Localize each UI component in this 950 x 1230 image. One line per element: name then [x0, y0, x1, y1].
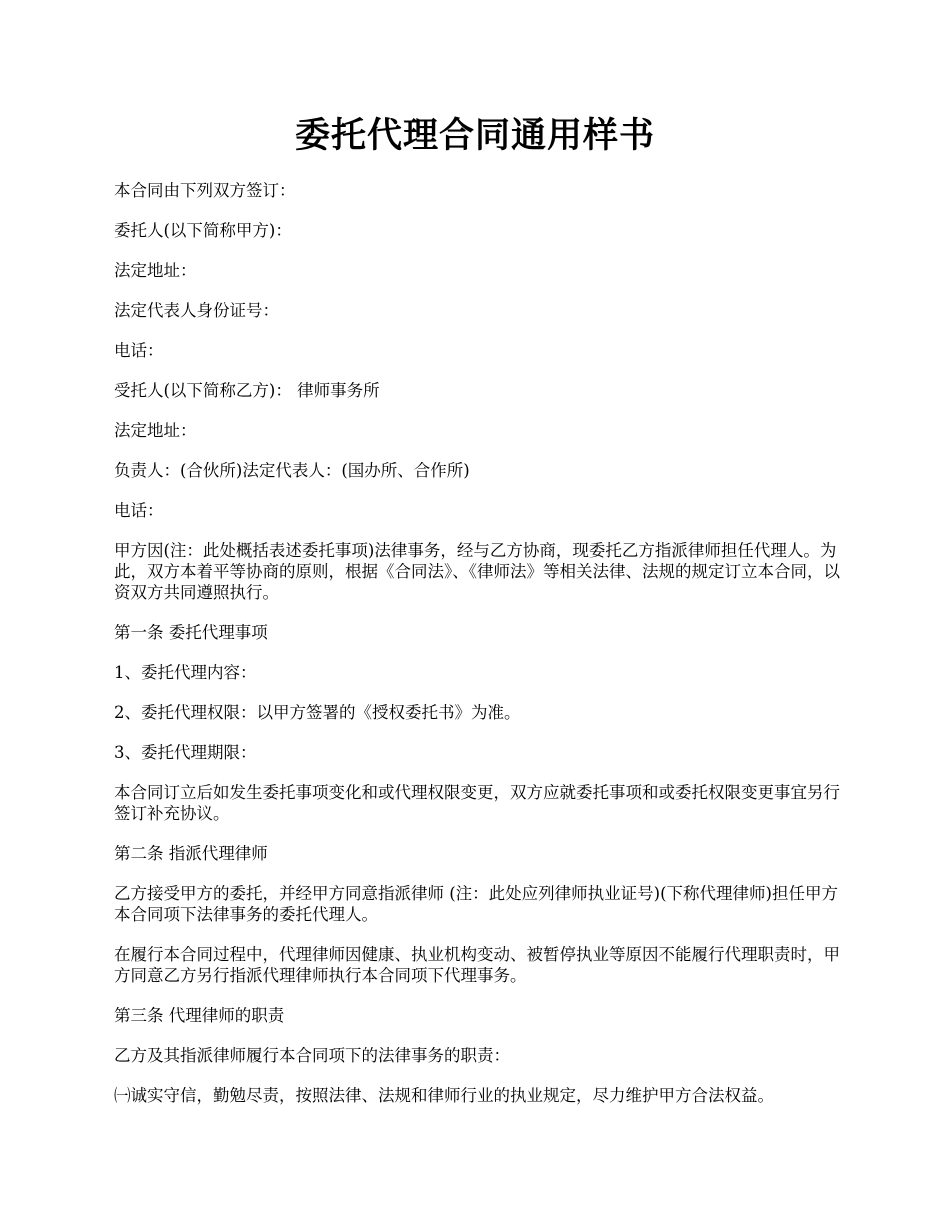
paragraph-agent: 受托人(以下简称乙方)： 律师事务所 [114, 381, 380, 400]
paragraph-agent-responsible: 负责人：(合伙所)法定代表人：(国办所、合作所) [114, 461, 470, 480]
section-heading-article-1: 第一条 委托代理事项 [114, 623, 268, 642]
paragraph-reassign-lawyer: 在履行本合同过程中，代理律师因健康、执业机构变动、被暂停执业等原因不能履行代理职责时，甲方同意乙方另行指派代理律师执行本合同项下代理事务。 [114, 945, 840, 985]
paragraph-item-2: 2、委托代理权限：以甲方签署的《授权委托书》为准。 [114, 703, 521, 722]
document-body [114, 180, 844, 1125]
section-heading-article-3: 第三条 代理律师的职责 [114, 1006, 285, 1025]
paragraph-supplement: 本合同订立后如发生委托事项变化和或代理权限变更，双方应就委托事项和或委托权限变更事宜另行签订补充协议。 [114, 783, 840, 823]
paragraph-principal: 委托人(以下简称甲方)： [114, 221, 292, 240]
paragraph-principal-id: 法定代表人身份证号： [114, 301, 279, 320]
paragraph-agent-phone: 电话： [114, 501, 164, 520]
paragraph-principal-address: 法定地址： [114, 261, 197, 280]
paragraph-preamble: 甲方因(注：此处概括表述委托事项)法律事务，经与乙方协商，现委托乙方指派律师担任代理人。为此，双方本着平等协商的原则，根据《合同法》、《律师法》等相关法律、法规的规定订立本合同，以资双方共同遵照执行。 [114, 541, 840, 602]
paragraph-assign-lawyer: 乙方接受甲方的委托，并经甲方同意指派律师 (注：此处应列律师执业证号)(下称代理律师)担任甲方本合同项下法律事务的委托代理人。 [114, 884, 838, 924]
section-heading-article-2: 第二条 指派代理律师 [114, 844, 268, 863]
paragraph-principal-phone: 电话： [114, 341, 164, 360]
paragraph-agent-address: 法定地址： [114, 421, 197, 440]
paragraph-item-1: 1、委托代理内容： [114, 663, 257, 682]
paragraph-duties-intro: 乙方及其指派律师履行本合同项下的法律事务的职责： [114, 1046, 510, 1065]
paragraph-item-3: 3、委托代理期限： [114, 743, 257, 762]
document-title: 委托代理合同通用样书 [294, 115, 655, 156]
paragraph-duty-1: ㈠诚实守信，勤勉尽责，按照法律、法规和律师行业的执业规定，尽力维护甲方合法权益。 [114, 1086, 774, 1105]
paragraph-intro: 本合同由下列双方签订： [114, 181, 296, 200]
